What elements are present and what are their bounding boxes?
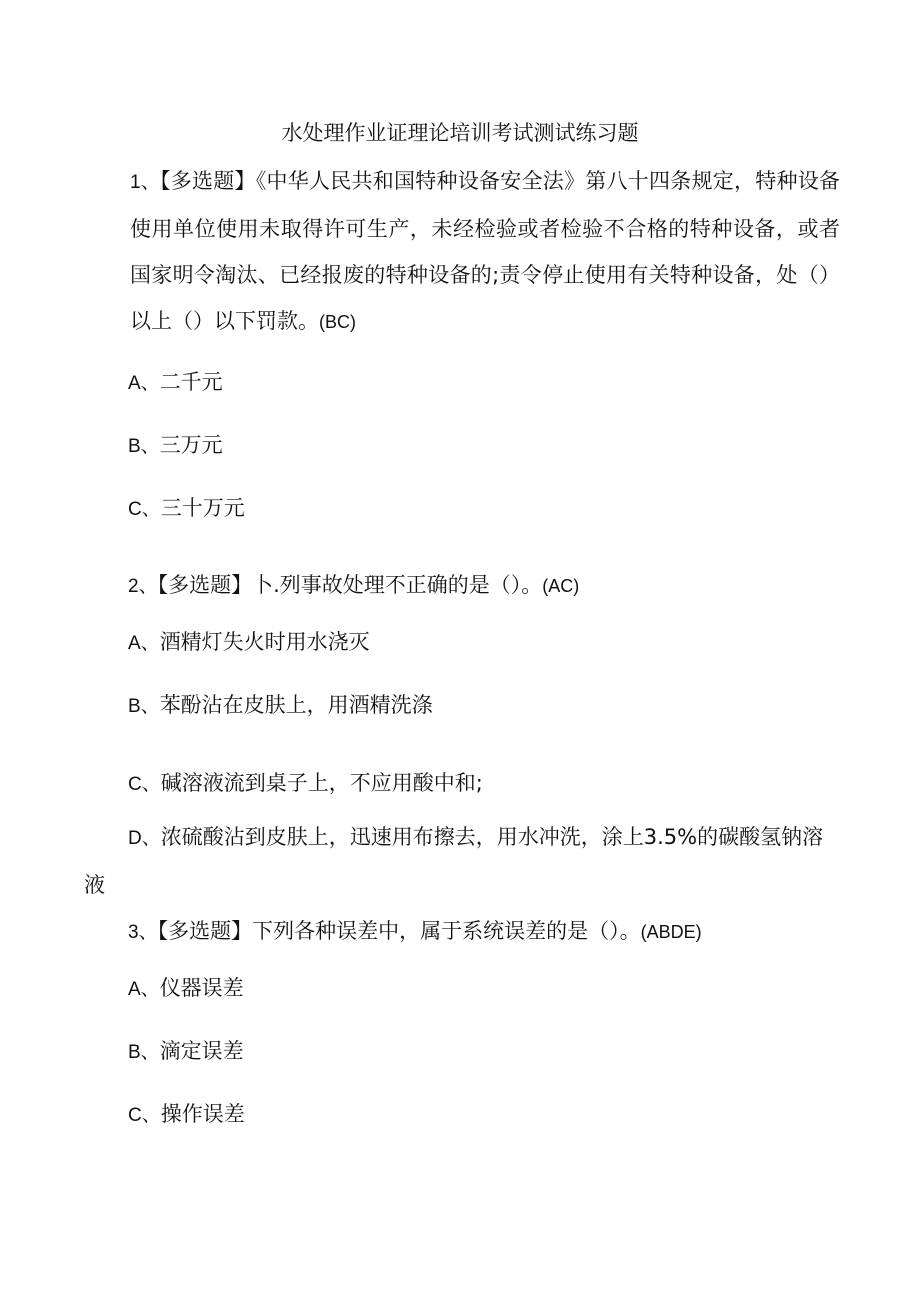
question-number: 1、 — [130, 172, 161, 193]
option-key: C、 — [128, 499, 161, 520]
option-key: B、 — [128, 436, 160, 457]
option-text: 三十万元 — [160, 496, 245, 520]
question-3-option-b — [128, 1028, 840, 1076]
question-1-option-b — [128, 422, 840, 470]
question-text: 卜.列事故处理不正确的是（）。 — [252, 573, 543, 597]
question-answer: (AC) — [542, 576, 580, 596]
option-key: B、 — [128, 1042, 160, 1063]
document-title: 水处理作业证理论培训考试测试练习题 — [281, 121, 639, 145]
question-type-tag: 【多选题】 — [157, 573, 253, 597]
option-text: 滴定误差 — [159, 1039, 244, 1063]
question-2-option-a — [128, 619, 840, 667]
question-1-option-c — [128, 485, 840, 533]
question-answer: (ABDE) — [640, 922, 702, 942]
question-answer: (BC) — [319, 312, 356, 332]
option-key: D、 — [128, 828, 161, 849]
option-text: 三万元 — [159, 433, 223, 457]
option-key: A、 — [128, 373, 160, 394]
question-1-option-a — [128, 359, 840, 407]
question-3-option-a — [128, 965, 840, 1013]
question-3-option-c — [128, 1091, 840, 1139]
option-key: C、 — [128, 1105, 161, 1126]
option-text: 仪器误差 — [159, 976, 244, 1000]
question-number: 3、 — [128, 922, 158, 943]
option-text: 操作误差 — [160, 1102, 245, 1126]
question-type-tag: 【多选题】 — [157, 919, 253, 943]
option-key: A、 — [128, 979, 160, 1000]
question-text: 《中华人民共和国特种设备安全法》第八十四条规定，特种设备使用单位使用未取得许可生产，未经检验或者检验不合格的特种设备，或者国家明令淘汰、已经报废的特种设备的;责令停止使用有关特种设备，处（）以上（）以下罚款。 — [130, 169, 840, 333]
question-number: 2、 — [128, 576, 158, 597]
option-text: 二千元 — [159, 370, 223, 394]
option-key: B、 — [128, 696, 160, 717]
option-key: A、 — [128, 633, 160, 654]
question-2-option-d — [84, 814, 840, 908]
question-2 — [128, 562, 840, 610]
question-text: 下列各种误差中，属于系统误差的是（）。 — [252, 919, 641, 943]
option-text: 碱溶液流到桌子上，不应用酸中和; — [160, 771, 483, 795]
question-type-tag: 【多选题】 — [160, 169, 256, 193]
option-text: 浓硫酸沾到皮肤上，迅速用布擦去，用水冲洗，涂上3.5%的碳酸氢钠溶液 — [84, 825, 824, 897]
option-text: 酒精灯失火时用水浇灭 — [159, 630, 370, 654]
option-text: 苯酚沾在皮肤上，用酒精洗涤 — [159, 693, 433, 717]
question-2-option-c — [128, 760, 840, 808]
question-1 — [84, 158, 840, 345]
question-3 — [128, 908, 840, 956]
question-2-option-b — [128, 682, 840, 730]
option-key: C、 — [128, 774, 161, 795]
